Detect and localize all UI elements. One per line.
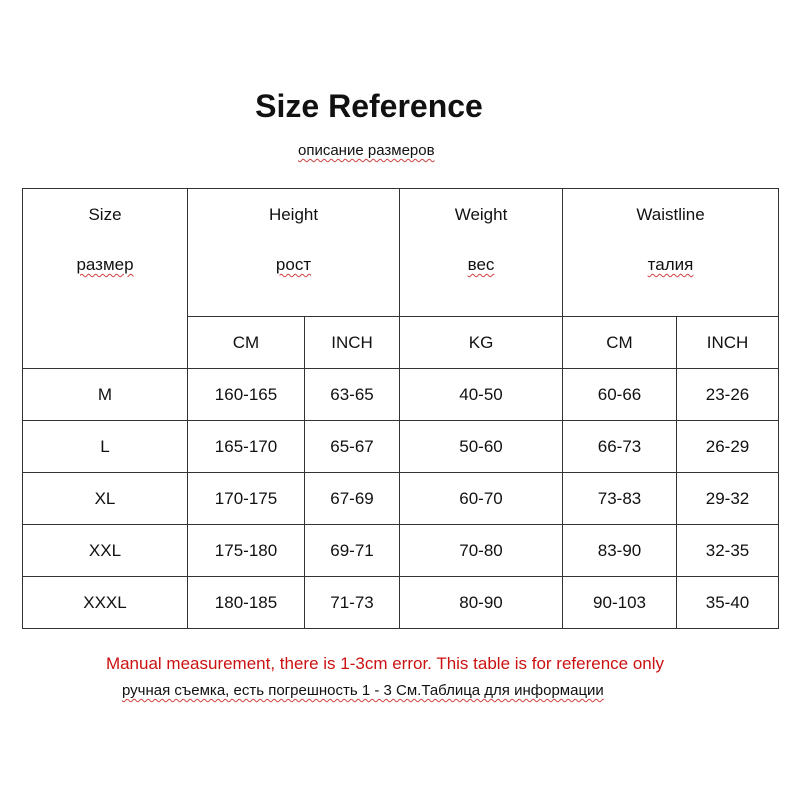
height-cm-cell: 170-175 <box>188 473 305 525</box>
waist-cm-cell: 83-90 <box>563 525 677 577</box>
height-cm-cell: 175-180 <box>188 525 305 577</box>
height-inch-cell: 63-65 <box>305 369 400 421</box>
waist-header-cell <box>563 189 779 317</box>
waist-inch-cell: 35-40 <box>677 577 779 629</box>
size-table <box>22 188 779 629</box>
waist-cm-cell: 66-73 <box>563 421 677 473</box>
height-cm-cell: 160-165 <box>188 369 305 421</box>
size-cell: M <box>23 369 188 421</box>
page-subtitle: описание размеров <box>298 142 435 159</box>
unit-height-inch: INCH <box>305 317 400 369</box>
waist-cm-cell: 90-103 <box>563 577 677 629</box>
waist-cm-cell: 60-66 <box>563 369 677 421</box>
size-cell: XL <box>23 473 188 525</box>
measurement-note-en: Manual measurement, there is 1-3cm error. This table is for reference only <box>105 654 665 673</box>
table-row <box>23 473 779 525</box>
size-cell: XXL <box>23 525 188 577</box>
height-cm-cell: 165-170 <box>188 421 305 473</box>
weight-header-ru: вес <box>467 255 495 274</box>
size-cell: XXXL <box>23 577 188 629</box>
size-cell: L <box>23 421 188 473</box>
table-header-row <box>23 189 779 317</box>
table-row <box>23 421 779 473</box>
weight-kg-cell: 50-60 <box>400 421 563 473</box>
unit-height-cm: CM <box>188 317 305 369</box>
waist-inch-cell: 29-32 <box>677 473 779 525</box>
height-inch-cell: 71-73 <box>305 577 400 629</box>
height-header-cell <box>188 189 400 317</box>
size-header-ru: размер <box>76 255 134 274</box>
table-row <box>23 525 779 577</box>
height-header-en: Height <box>268 205 319 224</box>
weight-header-en: Weight <box>454 205 508 224</box>
unit-waist-inch: INCH <box>677 317 779 369</box>
waist-header-en: Waistline <box>636 205 705 224</box>
weight-kg-cell: 80-90 <box>400 577 563 629</box>
waist-inch-cell: 26-29 <box>677 421 779 473</box>
height-inch-cell: 69-71 <box>305 525 400 577</box>
size-header-en: Size <box>88 205 122 224</box>
weight-header-cell <box>400 189 563 317</box>
height-inch-cell: 67-69 <box>305 473 400 525</box>
height-cm-cell: 180-185 <box>188 577 305 629</box>
page-title: Size Reference <box>255 88 483 124</box>
waist-inch-cell: 32-35 <box>677 525 779 577</box>
waist-inch-cell: 23-26 <box>677 369 779 421</box>
unit-weight-kg: KG <box>400 317 563 369</box>
weight-kg-cell: 40-50 <box>400 369 563 421</box>
table-row <box>23 577 779 629</box>
height-header-ru: рост <box>275 255 312 274</box>
unit-waist-cm: CM <box>563 317 677 369</box>
table-row <box>23 369 779 421</box>
waist-header-ru: талия <box>647 255 694 274</box>
measurement-note-ru: ручная съемка, есть погрешность 1 - 3 См.Таблица для информации <box>122 682 604 699</box>
height-inch-cell: 65-67 <box>305 421 400 473</box>
size-header-cell <box>23 189 188 369</box>
waist-cm-cell: 73-83 <box>563 473 677 525</box>
weight-kg-cell: 60-70 <box>400 473 563 525</box>
weight-kg-cell: 70-80 <box>400 525 563 577</box>
